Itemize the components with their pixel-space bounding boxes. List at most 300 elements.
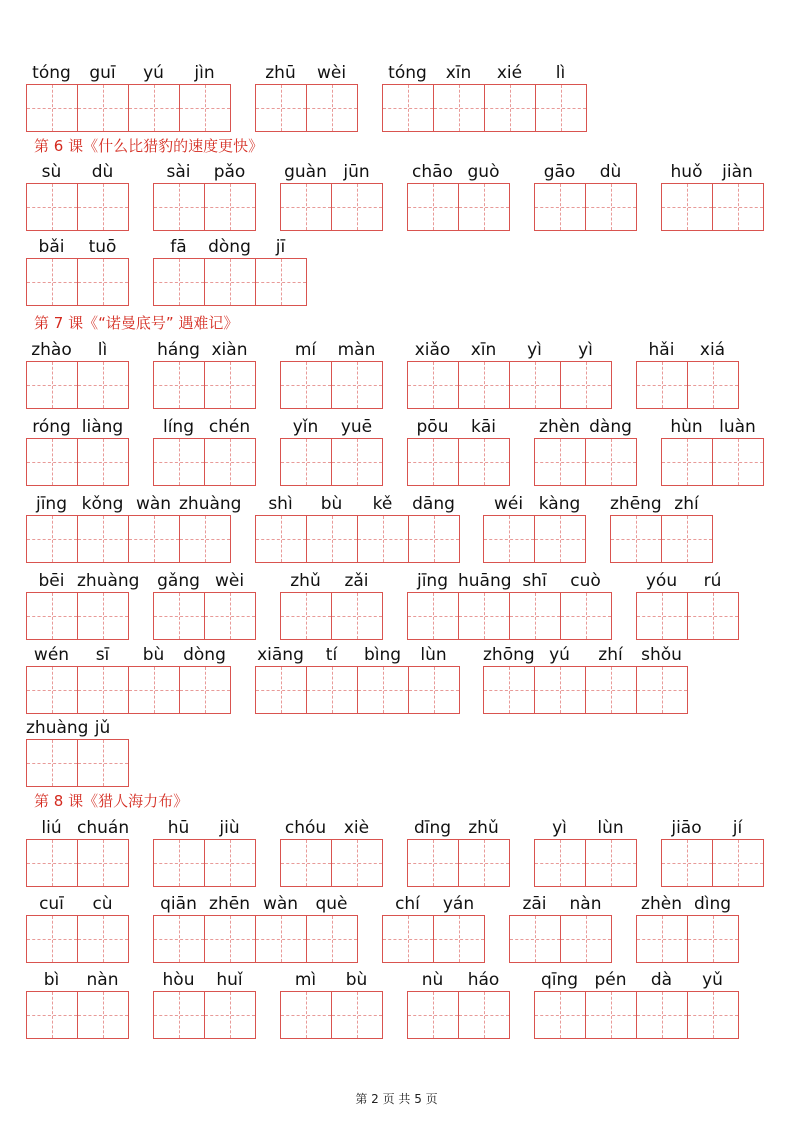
writing-cell[interactable]	[687, 592, 739, 640]
pinyin-syllable: dòng	[208, 237, 251, 257]
pinyin-syllable: xiāng	[257, 645, 304, 665]
writing-cell[interactable]	[458, 438, 510, 486]
pinyin-syllable: kě	[372, 494, 393, 514]
pinyin-syllable: guī	[89, 63, 116, 83]
writing-cell[interactable]	[153, 438, 205, 486]
tianzige-boxes	[534, 991, 738, 1039]
pinyin-syllable: mí	[294, 340, 317, 360]
writing-cell[interactable]	[280, 361, 332, 409]
pinyin-syllable: yú	[549, 645, 570, 665]
pinyin-syllable: hùn	[670, 417, 703, 437]
pinyin-syllable: tí	[325, 645, 338, 665]
writing-cell[interactable]	[661, 438, 713, 486]
pinyin-syllable: què	[315, 894, 348, 914]
writing-cell[interactable]	[534, 666, 586, 714]
pinyin-syllable: bù	[320, 494, 343, 514]
writing-cell[interactable]	[77, 592, 129, 640]
pinyin-syllable: fā	[170, 237, 187, 257]
pinyin-syllable: xiá	[699, 340, 726, 360]
tianzige-boxes	[636, 592, 738, 640]
pinyin-syllable: tóng	[388, 63, 427, 83]
writing-cell[interactable]	[712, 438, 764, 486]
writing-cell[interactable]	[128, 515, 180, 563]
pinyin-syllable: zhǔ	[468, 818, 499, 838]
tianzige-boxes	[26, 84, 230, 132]
pinyin-syllable: nàn	[569, 894, 602, 914]
writing-cell[interactable]	[280, 592, 332, 640]
pinyin-syllable: zhí	[674, 494, 699, 514]
pinyin-syllable: jiàn	[722, 162, 753, 182]
row-3	[0, 237, 793, 313]
pinyin-syllable: guò	[467, 162, 500, 182]
writing-cell[interactable]	[483, 515, 535, 563]
pinyin-syllable: bìng	[363, 645, 402, 665]
pinyin-syllable: dù	[599, 162, 622, 182]
writing-cell[interactable]	[26, 839, 78, 887]
pinyin-syllable: zhōng	[483, 645, 535, 665]
pinyin-syllable: jīng	[416, 571, 448, 591]
pinyin-syllable: jīng	[35, 494, 67, 514]
pinyin-syllable: jūn	[343, 162, 370, 182]
writing-cell[interactable]	[687, 915, 739, 963]
pinyin-syllable: yuē	[340, 417, 373, 437]
pinyin-syllable: zhēng	[610, 494, 662, 514]
pinyin-syllable: qīng	[540, 970, 579, 990]
row-6	[0, 494, 793, 570]
pinyin-syllable: nàn	[86, 970, 119, 990]
writing-cell[interactable]	[204, 361, 256, 409]
writing-cell[interactable]	[408, 515, 460, 563]
pinyin-syllable: zhǔ	[290, 571, 321, 591]
tianzige-boxes	[255, 84, 357, 132]
writing-cell[interactable]	[204, 438, 256, 486]
writing-cell[interactable]	[77, 515, 129, 563]
writing-cell[interactable]	[687, 991, 739, 1039]
writing-cell[interactable]	[458, 839, 510, 887]
writing-cell[interactable]	[77, 739, 129, 787]
writing-cell[interactable]	[458, 183, 510, 231]
pinyin-syllable: hǎi	[648, 340, 675, 360]
tianzige-boxes	[153, 183, 255, 231]
tianzige-boxes	[382, 84, 586, 132]
pinyin-syllable: líng	[162, 417, 194, 437]
pinyin-syllable: wéi	[493, 494, 524, 514]
pinyin-syllable: bù	[345, 970, 368, 990]
pinyin-syllable: wén	[33, 645, 70, 665]
tianzige-boxes	[534, 839, 636, 887]
lesson-8-title: 第 8 课《猎人海力布》	[34, 792, 189, 810]
pinyin-syllable: yì	[527, 340, 542, 360]
pinyin-syllable: zhèn	[539, 417, 580, 437]
row-9	[0, 718, 793, 794]
pinyin-syllable: yǐn	[292, 417, 319, 437]
writing-cell[interactable]	[153, 361, 205, 409]
writing-cell[interactable]	[26, 739, 78, 787]
writing-cell[interactable]	[204, 592, 256, 640]
pinyin-syllable: cù	[92, 894, 113, 914]
writing-cell[interactable]	[77, 991, 129, 1039]
pinyin-syllable: jī	[275, 237, 286, 257]
writing-cell[interactable]	[661, 839, 713, 887]
tianzige-boxes	[407, 991, 509, 1039]
tianzige-boxes	[153, 991, 255, 1039]
writing-cell[interactable]	[661, 183, 713, 231]
writing-cell[interactable]	[26, 915, 78, 963]
pinyin-syllable: wàn	[262, 894, 299, 914]
writing-cell[interactable]	[128, 666, 180, 714]
pinyin-syllable: chuán	[77, 818, 130, 838]
writing-cell[interactable]	[712, 183, 764, 231]
tianzige-boxes	[26, 258, 128, 306]
writing-cell[interactable]	[458, 991, 510, 1039]
pinyin-syllable: dàng	[589, 417, 632, 437]
tianzige-boxes	[534, 183, 636, 231]
tianzige-boxes	[26, 915, 128, 963]
pinyin-syllable: luàn	[719, 417, 756, 437]
writing-cell[interactable]	[585, 839, 637, 887]
writing-cell[interactable]	[204, 183, 256, 231]
pinyin-syllable: jí	[732, 818, 743, 838]
writing-cell[interactable]	[255, 666, 307, 714]
writing-cell[interactable]	[77, 438, 129, 486]
pinyin-syllable: jìn	[194, 63, 215, 83]
row-4	[0, 340, 793, 416]
writing-cell[interactable]	[636, 592, 688, 640]
writing-cell[interactable]	[407, 183, 459, 231]
page-footer: 第 2 页 共 5 页	[355, 1092, 438, 1106]
writing-cell[interactable]	[26, 361, 78, 409]
writing-cell[interactable]	[331, 839, 383, 887]
writing-cell[interactable]	[153, 592, 205, 640]
tianzige-boxes	[382, 915, 484, 963]
writing-cell[interactable]	[661, 515, 713, 563]
pinyin-syllable: zāi	[522, 894, 547, 914]
writing-cell[interactable]	[306, 666, 358, 714]
writing-cell[interactable]	[636, 666, 688, 714]
pinyin-syllable: sài	[166, 162, 191, 182]
pinyin-syllable: rú	[703, 571, 722, 591]
writing-cell[interactable]	[280, 438, 332, 486]
writing-cell[interactable]	[484, 84, 536, 132]
pinyin-syllable: yú	[143, 63, 164, 83]
writing-cell[interactable]	[77, 915, 129, 963]
writing-cell[interactable]	[255, 915, 307, 963]
writing-cell[interactable]	[26, 515, 78, 563]
writing-cell[interactable]	[280, 991, 332, 1039]
writing-cell[interactable]	[534, 991, 586, 1039]
tianzige-boxes	[483, 515, 585, 563]
writing-cell[interactable]	[636, 991, 688, 1039]
pinyin-syllable: hòu	[162, 970, 195, 990]
tianzige-boxes	[26, 361, 128, 409]
writing-cell[interactable]	[331, 592, 383, 640]
pinyin-syllable: liàng	[81, 417, 124, 437]
pinyin-syllable: bì	[43, 970, 60, 990]
writing-cell[interactable]	[255, 515, 307, 563]
row-1	[0, 63, 793, 139]
tianzige-boxes	[255, 666, 459, 714]
tianzige-boxes	[153, 438, 255, 486]
lesson-7-title: 第 7 课《“诺曼底号” 遇难记》	[34, 314, 239, 332]
tianzige-boxes	[26, 438, 128, 486]
pinyin-syllable: zhào	[31, 340, 72, 360]
tianzige-boxes	[407, 183, 509, 231]
writing-cell[interactable]	[331, 183, 383, 231]
pinyin-syllable: huǒ	[670, 162, 703, 182]
tianzige-boxes	[280, 183, 382, 231]
writing-cell[interactable]	[77, 839, 129, 887]
writing-cell[interactable]	[382, 84, 434, 132]
tianzige-boxes	[407, 438, 509, 486]
writing-cell[interactable]	[382, 915, 434, 963]
row-8	[0, 645, 793, 721]
writing-cell[interactable]	[204, 258, 256, 306]
pinyin-syllable: yì	[578, 340, 593, 360]
pinyin-syllable: gāo	[543, 162, 576, 182]
pinyin-syllable: dīng	[413, 818, 452, 838]
row-10	[0, 818, 793, 894]
pinyin-syllable: wàn	[135, 494, 172, 514]
writing-cell[interactable]	[153, 183, 205, 231]
writing-cell[interactable]	[560, 592, 612, 640]
pinyin-syllable: gǎng	[157, 571, 200, 591]
tianzige-boxes	[26, 515, 230, 563]
pinyin-syllable: xié	[496, 63, 523, 83]
writing-cell[interactable]	[331, 991, 383, 1039]
pinyin-syllable: huǐ	[216, 970, 243, 990]
pinyin-syllable: zhuàng	[77, 571, 140, 591]
writing-cell[interactable]	[26, 991, 78, 1039]
writing-cell[interactable]	[483, 666, 535, 714]
pinyin-syllable: xīn	[470, 340, 497, 360]
pinyin-syllable: shì	[268, 494, 293, 514]
lesson-6-title: 第 6 课《什么比猎豹的速度更快》	[34, 137, 264, 155]
pinyin-syllable: guàn	[284, 162, 327, 182]
writing-cell[interactable]	[255, 258, 307, 306]
pinyin-syllable: wèi	[214, 571, 245, 591]
writing-cell[interactable]	[407, 438, 459, 486]
pinyin-syllable: lì	[97, 340, 108, 360]
pinyin-syllable: kǒng	[81, 494, 124, 514]
writing-cell[interactable]	[179, 666, 231, 714]
pinyin-syllable: jiāo	[671, 818, 702, 838]
writing-cell[interactable]	[204, 839, 256, 887]
pinyin-syllable: yán	[442, 894, 475, 914]
writing-cell[interactable]	[280, 839, 332, 887]
tianzige-boxes	[26, 183, 128, 231]
tianzige-boxes	[661, 183, 763, 231]
tianzige-boxes	[636, 915, 738, 963]
pinyin-syllable: chí	[395, 894, 420, 914]
pinyin-syllable: tuō	[88, 237, 117, 257]
pinyin-syllable: háo	[467, 970, 500, 990]
tianzige-boxes	[26, 592, 128, 640]
writing-cell[interactable]	[458, 361, 510, 409]
pinyin-syllable: zhí	[598, 645, 623, 665]
writing-cell[interactable]	[153, 991, 205, 1039]
writing-cell[interactable]	[636, 915, 688, 963]
writing-cell[interactable]	[357, 666, 409, 714]
writing-cell[interactable]	[535, 84, 587, 132]
writing-cell[interactable]	[255, 84, 307, 132]
writing-cell[interactable]	[26, 84, 78, 132]
writing-cell[interactable]	[407, 991, 459, 1039]
pinyin-syllable: jiù	[219, 818, 240, 838]
tianzige-boxes	[509, 915, 611, 963]
writing-cell[interactable]	[585, 438, 637, 486]
writing-cell[interactable]	[153, 839, 205, 887]
pinyin-syllable: qiān	[160, 894, 197, 914]
pinyin-syllable: chāo	[412, 162, 453, 182]
pinyin-syllable: dà	[650, 970, 673, 990]
writing-cell[interactable]	[636, 361, 688, 409]
writing-cell[interactable]	[26, 438, 78, 486]
writing-cell[interactable]	[534, 515, 586, 563]
writing-cell[interactable]	[534, 183, 586, 231]
tianzige-boxes	[153, 592, 255, 640]
tianzige-boxes	[661, 839, 763, 887]
pinyin-syllable: lùn	[420, 645, 447, 665]
writing-cell[interactable]	[26, 592, 78, 640]
writing-cell[interactable]	[306, 915, 358, 963]
tianzige-boxes	[153, 839, 255, 887]
writing-cell[interactable]	[407, 361, 459, 409]
pinyin-syllable: dìng	[693, 894, 732, 914]
pinyin-syllable: xiè	[343, 818, 370, 838]
row-11	[0, 894, 793, 970]
writing-cell[interactable]	[408, 666, 460, 714]
pinyin-syllable: sī	[95, 645, 110, 665]
pinyin-syllable: shī	[522, 571, 547, 591]
tianzige-boxes	[26, 739, 128, 787]
pinyin-syllable: pén	[594, 970, 627, 990]
pinyin-syllable: zhèn	[641, 894, 682, 914]
tianzige-boxes	[153, 915, 357, 963]
tianzige-boxes	[153, 258, 306, 306]
tianzige-boxes	[26, 839, 128, 887]
pinyin-syllable: bù	[142, 645, 165, 665]
writing-cell[interactable]	[179, 84, 231, 132]
writing-cell[interactable]	[534, 438, 586, 486]
pinyin-syllable: shǒu	[641, 645, 682, 665]
writing-cell[interactable]	[687, 361, 739, 409]
tianzige-boxes	[280, 839, 382, 887]
pinyin-syllable: róng	[32, 417, 71, 437]
writing-cell[interactable]	[179, 515, 231, 563]
tianzige-boxes	[407, 839, 509, 887]
pinyin-syllable: lì	[555, 63, 566, 83]
writing-cell[interactable]	[153, 915, 205, 963]
tianzige-boxes	[280, 991, 382, 1039]
tianzige-boxes	[280, 438, 382, 486]
pinyin-syllable: huāng	[458, 571, 512, 591]
writing-cell[interactable]	[26, 258, 78, 306]
pinyin-syllable: cuī	[39, 894, 64, 914]
writing-cell[interactable]	[26, 666, 78, 714]
writing-cell[interactable]	[204, 915, 256, 963]
writing-cell[interactable]	[407, 839, 459, 887]
pinyin-syllable: yóu	[645, 571, 678, 591]
writing-cell[interactable]	[128, 84, 180, 132]
writing-cell[interactable]	[280, 183, 332, 231]
writing-cell[interactable]	[77, 666, 129, 714]
pinyin-syllable: zǎi	[344, 571, 369, 591]
pinyin-syllable: liú	[41, 818, 62, 838]
writing-cell[interactable]	[77, 361, 129, 409]
pinyin-syllable: jǔ	[94, 718, 111, 738]
tianzige-boxes	[255, 515, 459, 563]
pinyin-syllable: bēi	[38, 571, 65, 591]
row-7	[0, 571, 793, 647]
writing-cell[interactable]	[153, 258, 205, 306]
pinyin-syllable: dù	[91, 162, 114, 182]
pinyin-syllable: kàng	[538, 494, 581, 514]
pinyin-syllable: hū	[167, 818, 190, 838]
pinyin-syllable: tóng	[32, 63, 71, 83]
writing-cell[interactable]	[26, 183, 78, 231]
writing-cell[interactable]	[585, 183, 637, 231]
pinyin-syllable: yì	[552, 818, 567, 838]
pinyin-syllable: zhuàng	[179, 494, 242, 514]
tianzige-boxes	[610, 515, 712, 563]
writing-cell[interactable]	[534, 839, 586, 887]
writing-cell[interactable]	[331, 361, 383, 409]
writing-cell[interactable]	[585, 666, 637, 714]
pinyin-syllable: chóu	[284, 818, 327, 838]
writing-cell[interactable]	[331, 438, 383, 486]
writing-cell[interactable]	[509, 915, 561, 963]
pinyin-syllable: wèi	[316, 63, 347, 83]
tianzige-boxes	[534, 438, 636, 486]
tianzige-boxes	[26, 991, 128, 1039]
writing-cell[interactable]	[610, 515, 662, 563]
writing-cell[interactable]	[433, 84, 485, 132]
tianzige-boxes	[280, 361, 382, 409]
writing-cell[interactable]	[407, 592, 459, 640]
tianzige-boxes	[280, 592, 382, 640]
writing-cell[interactable]	[306, 84, 358, 132]
pinyin-syllable: dāng	[412, 494, 455, 514]
pinyin-syllable: dòng	[183, 645, 226, 665]
writing-cell[interactable]	[357, 515, 409, 563]
pinyin-syllable: mì	[294, 970, 317, 990]
writing-cell[interactable]	[433, 915, 485, 963]
pinyin-syllable: lùn	[597, 818, 624, 838]
writing-cell[interactable]	[306, 515, 358, 563]
tianzige-boxes	[483, 666, 687, 714]
writing-cell[interactable]	[585, 991, 637, 1039]
writing-cell[interactable]	[77, 84, 129, 132]
writing-cell[interactable]	[560, 361, 612, 409]
writing-cell[interactable]	[458, 592, 510, 640]
pinyin-syllable: yǔ	[702, 970, 723, 990]
writing-cell[interactable]	[77, 183, 129, 231]
writing-cell[interactable]	[509, 361, 561, 409]
pinyin-syllable: pōu	[416, 417, 449, 437]
pinyin-syllable: zhuàng	[26, 718, 89, 738]
tianzige-boxes	[407, 592, 611, 640]
pinyin-syllable: zhū	[265, 63, 296, 83]
writing-cell[interactable]	[712, 839, 764, 887]
pinyin-syllable: háng	[157, 340, 200, 360]
writing-cell[interactable]	[77, 258, 129, 306]
pinyin-syllable: cuò	[570, 571, 601, 591]
tianzige-boxes	[636, 361, 738, 409]
writing-cell[interactable]	[509, 592, 561, 640]
writing-cell[interactable]	[204, 991, 256, 1039]
writing-cell[interactable]	[560, 915, 612, 963]
pinyin-syllable: xīn	[445, 63, 472, 83]
